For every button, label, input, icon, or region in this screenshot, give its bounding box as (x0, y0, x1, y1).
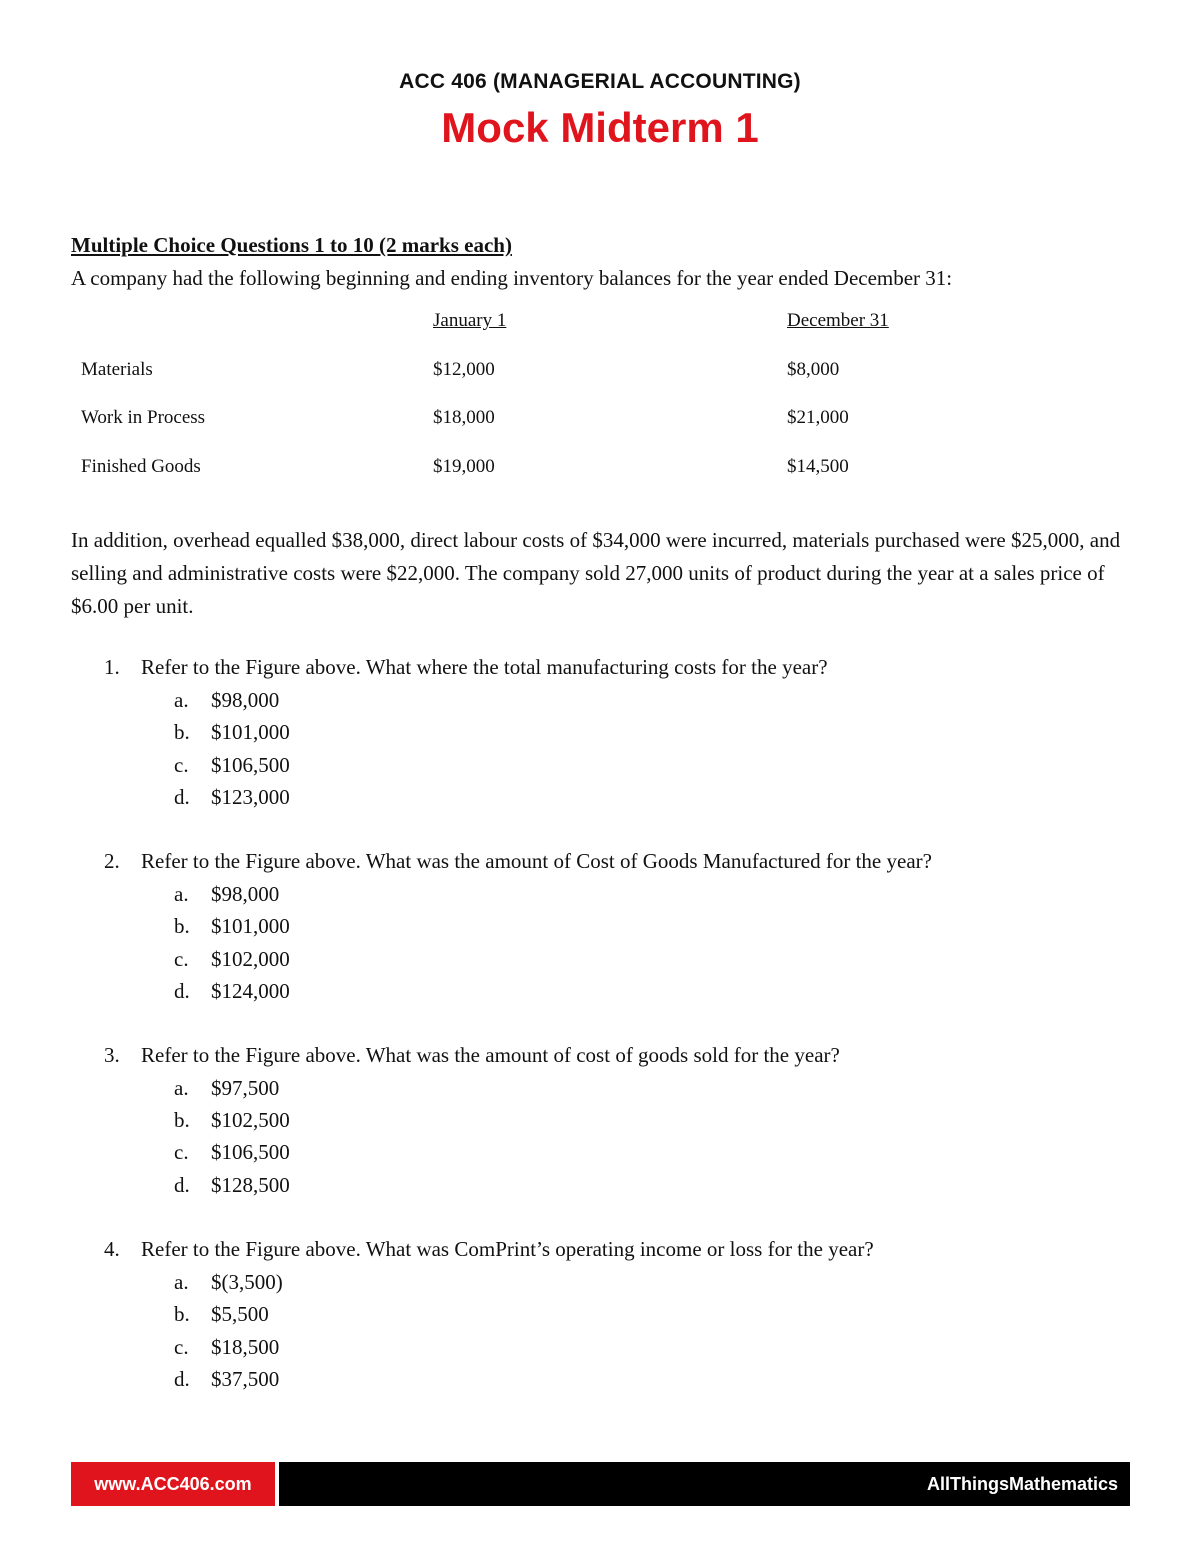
footer-website-link[interactable]: www.ACC406.com (71, 1462, 275, 1506)
cell-value: $21,000 (787, 407, 849, 428)
question-text: Refer to the Figure above. What was the amount of cost of goods sold for the year? (141, 1043, 840, 1067)
row-label: Work in Process (81, 407, 206, 428)
section-heading: Multiple Choice Questions 1 to 10 (2 marks each) (71, 233, 512, 257)
row-label: Materials (81, 359, 153, 380)
question-text: Refer to the Figure above. What was the amount of Cost of Goods Manufactured for the year? (141, 849, 932, 873)
question-number: 1. (104, 655, 120, 679)
footer-bar (71, 1462, 1130, 1506)
option-c[interactable]: c. $18,500 (174, 1335, 280, 1359)
cell-value: $14,500 (787, 456, 849, 477)
option-d[interactable]: d. $37,500 (174, 1367, 280, 1391)
column-header-december: December 31 (787, 310, 889, 331)
option-c[interactable]: c. $106,500 (174, 753, 290, 777)
option-b[interactable]: b. $101,000 (174, 914, 290, 938)
row-label: Finished Goods (81, 456, 201, 477)
intro-text: A company had the following beginning and ending inventory balances for the year ended December 31: (71, 266, 953, 290)
option-a[interactable]: a. $(3,500) (174, 1270, 283, 1294)
option-b[interactable]: b. $5,500 (174, 1302, 269, 1326)
question-number: 2. (104, 849, 120, 873)
option-d[interactable]: d. $124,000 (174, 979, 290, 1003)
cell-value: $19,000 (433, 456, 495, 477)
option-a[interactable]: a. $98,000 (174, 688, 280, 712)
option-b[interactable]: b. $102,500 (174, 1108, 290, 1132)
column-header-january: January 1 (433, 310, 507, 331)
problem-paragraph: In addition, overhead equalled $38,000, direct labour costs of $34,000 were incurred, materials purchased were $25,000, and selling and administrative costs were $22,000. The company sold 27,000 units of product during the year at a sales price of $6.00 per unit. (71, 528, 1121, 618)
option-c[interactable]: c. $106,500 (174, 1140, 290, 1164)
question-text: Refer to the Figure above. What was ComPrint’s operating income or loss for the year? (141, 1237, 874, 1261)
footer-brand: AllThingsMathematics (279, 1462, 1130, 1506)
question-number: 4. (104, 1237, 120, 1261)
question-number: 3. (104, 1043, 120, 1067)
option-a[interactable]: a. $97,500 (174, 1076, 280, 1100)
cell-value: $12,000 (433, 359, 495, 380)
cell-value: $8,000 (787, 359, 840, 380)
option-b[interactable]: b. $101,000 (174, 720, 290, 744)
option-a[interactable]: a. $98,000 (174, 882, 280, 906)
course-title: ACC 406 (MANAGERIAL ACCOUNTING) (399, 70, 801, 93)
question-text: Refer to the Figure above. What where the total manufacturing costs for the year? (141, 655, 828, 679)
cell-value: $18,000 (433, 407, 495, 428)
option-c[interactable]: c. $102,000 (174, 947, 290, 971)
option-d[interactable]: d. $128,500 (174, 1173, 290, 1197)
page-title: Mock Midterm 1 (441, 104, 759, 151)
option-d[interactable]: d. $123,000 (174, 785, 290, 809)
